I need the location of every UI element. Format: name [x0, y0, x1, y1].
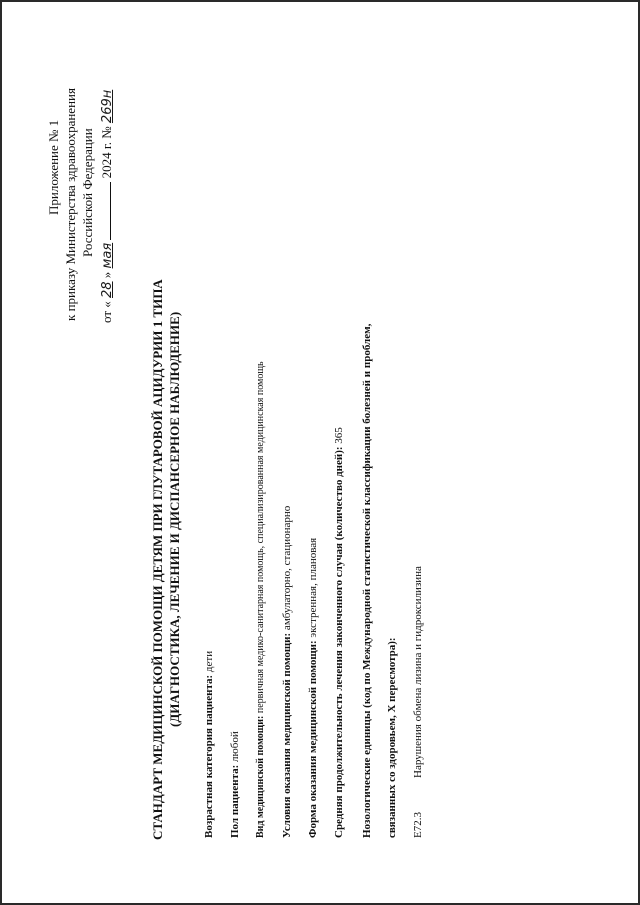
field-age [204, 651, 215, 838]
appendix-line-1 [47, 120, 60, 215]
nosology-line-2: связанных со здоровьем, X пересмотра): [386, 637, 398, 838]
sex-value: любой [229, 731, 241, 762]
field-form [308, 538, 319, 838]
form-label: Форма оказания медицинской помощи: [307, 640, 319, 838]
date-blank-line [110, 182, 111, 240]
appendix-order: к приказу Министерства здравоохранения [63, 88, 78, 321]
appendix-date-line [100, 90, 114, 323]
appendix-line-3 [81, 128, 94, 257]
age-value: дети [203, 650, 215, 673]
diagnosis-code [413, 812, 424, 838]
type-label: Вид медицинской помощи: [255, 715, 266, 838]
form-value: экстренная, плановая [307, 537, 319, 638]
appendix-country: Российской Федерации [80, 128, 95, 257]
icd-code: E72.3 [412, 812, 424, 838]
nosology-line-1: Нозологические единицы (код по Международной статистической классификации болезней и проблем, [361, 323, 373, 838]
field-nosology-1 [362, 324, 373, 838]
title-main: СТАНДАРТ МЕДИЦИНСКОЙ ПОМОЩИ ДЕТЯМ ПРИ ГЛУТАРОВОЙ АЦИДУРИИ 1 ТИПА [150, 279, 165, 840]
field-nosology-2 [387, 637, 398, 838]
age-label: Возрастная категория пациента: [203, 674, 215, 838]
sex-label: Пол пациента: [229, 764, 241, 838]
field-sex [230, 731, 241, 838]
date-month: мая [100, 242, 115, 269]
order-number: 269н [100, 89, 115, 124]
icd-name: Нарушения обмена лизина и гидроксилизина [412, 566, 424, 778]
conditions-value: амбулаторно, стационарно [281, 505, 293, 631]
diagnosis-name [413, 566, 424, 778]
appendix-number: Приложение № 1 [46, 119, 61, 215]
field-type [256, 361, 266, 838]
field-duration [334, 427, 345, 838]
field-conditions [282, 506, 293, 838]
conditions-label: Условия оказания медицинской помощи: [281, 632, 293, 838]
date-year: 2024 г. № [99, 126, 114, 179]
duration-label: Средняя продолжительность лечения законченного случая (количество дней): [333, 446, 345, 838]
date-prefix: от « [99, 301, 114, 323]
page-title-line-1 [151, 279, 164, 840]
duration-value: 365 [333, 427, 345, 444]
date-day: 28 [100, 281, 115, 298]
type-value: первичная медико-санитарная помощь, специализированная медицинская помощь [255, 361, 266, 714]
page-title-line-2 [168, 312, 181, 727]
appendix-line-2 [64, 88, 77, 321]
date-quote-close: » [99, 271, 114, 279]
title-sub: (ДИАГНОСТИКА, ЛЕЧЕНИЕ И ДИСПАНСЕРНОЕ НАБЛЮДЕНИЕ) [167, 311, 182, 727]
